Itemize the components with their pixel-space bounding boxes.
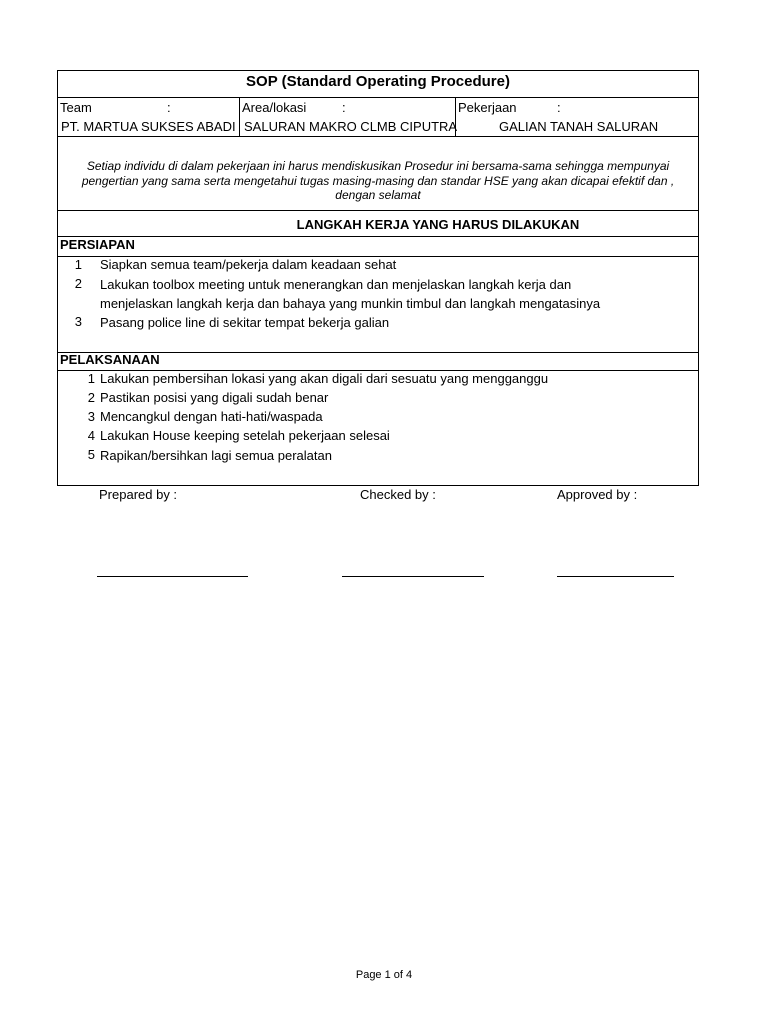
steps-title: LANGKAH KERJA YANG HARUS DILAKUKAN xyxy=(296,217,580,232)
pelaksanaan-item-5: Rapikan/bersihkan lagi semua peralatan xyxy=(100,448,332,463)
persiapan-num-1: 1 xyxy=(74,257,82,272)
team-colon: : xyxy=(167,100,171,115)
pelaksanaan-num-1: 1 xyxy=(87,371,95,386)
checked-by-label: Checked by : xyxy=(360,487,436,502)
pelaksanaan-item-2: Pastikan posisi yang digali sudah benar xyxy=(100,390,329,405)
persiapan-item-1: Siapkan semua team/pekerja dalam keadaan sehat xyxy=(100,257,397,272)
area-colon: : xyxy=(342,100,346,115)
persiapan-item-2: Lakukan toolbox meeting untuk menerangkan dan menjelaskan langkah kerja dan xyxy=(100,277,572,292)
checked-signature-line xyxy=(342,576,484,577)
persiapan-num-2: 2 xyxy=(74,276,82,291)
intro-box xyxy=(57,137,699,211)
pelaksanaan-num-5: 5 xyxy=(87,447,95,462)
page-number: Page 1 of 4 xyxy=(355,969,413,981)
job-value: GALIAN TANAH SALURAN xyxy=(499,119,659,134)
persiapan-heading: PERSIAPAN xyxy=(60,237,135,252)
pelaksanaan-num-2: 2 xyxy=(87,390,95,405)
divider xyxy=(58,236,698,237)
persiapan-item-2-cont: menjelaskan langkah kerja dan bahaya yang munkin timbul dan langkah mengatasinya xyxy=(100,296,601,311)
document-title: SOP (Standard Operating Procedure) xyxy=(246,73,510,90)
area-label: Area/lokasi xyxy=(242,100,307,115)
pelaksanaan-item-3: Mencangkul dengan hati-hati/waspada xyxy=(100,409,323,424)
prepared-by-label: Prepared by : xyxy=(99,487,178,502)
pelaksanaan-heading: PELAKSANAAN xyxy=(60,352,160,367)
approved-by-label: Approved by : xyxy=(557,487,638,502)
pelaksanaan-item-4: Lakukan House keeping setelah pekerjaan selesai xyxy=(100,428,390,443)
pelaksanaan-num-4: 4 xyxy=(87,428,95,443)
info-table xyxy=(57,97,699,137)
team-label: Team xyxy=(60,100,92,115)
pelaksanaan-num-3: 3 xyxy=(87,409,95,424)
area-value: SALURAN MAKRO CLMB CIPUTRA xyxy=(244,119,458,134)
team-value: PT. MARTUA SUKSES ABADI xyxy=(61,119,236,134)
approved-signature-line xyxy=(557,576,674,577)
steps-box xyxy=(57,211,699,486)
document-title-box xyxy=(57,70,699,97)
persiapan-num-3: 3 xyxy=(74,314,82,329)
job-colon: : xyxy=(557,100,561,115)
intro-line-2: pengertian yang sama serta mengetahui tugas masing-masing dan standar HSE yang akan dicapai efektif dan , xyxy=(81,174,675,188)
info-divider xyxy=(239,98,240,136)
intro-line-3: dengan selamat xyxy=(335,188,421,202)
persiapan-item-3: Pasang police line di sekitar tempat bekerja galian xyxy=(100,315,390,330)
prepared-signature-line xyxy=(97,576,248,577)
job-label: Pekerjaan xyxy=(458,100,517,115)
intro-line-1: Setiap individu di dalam pekerjaan ini harus mendiskusikan Prosedur ini bersama-sama sehingga mempunyai xyxy=(86,159,670,173)
pelaksanaan-item-1: Lakukan pembersihan lokasi yang akan digali dari sesuatu yang mengganggu xyxy=(100,371,549,386)
